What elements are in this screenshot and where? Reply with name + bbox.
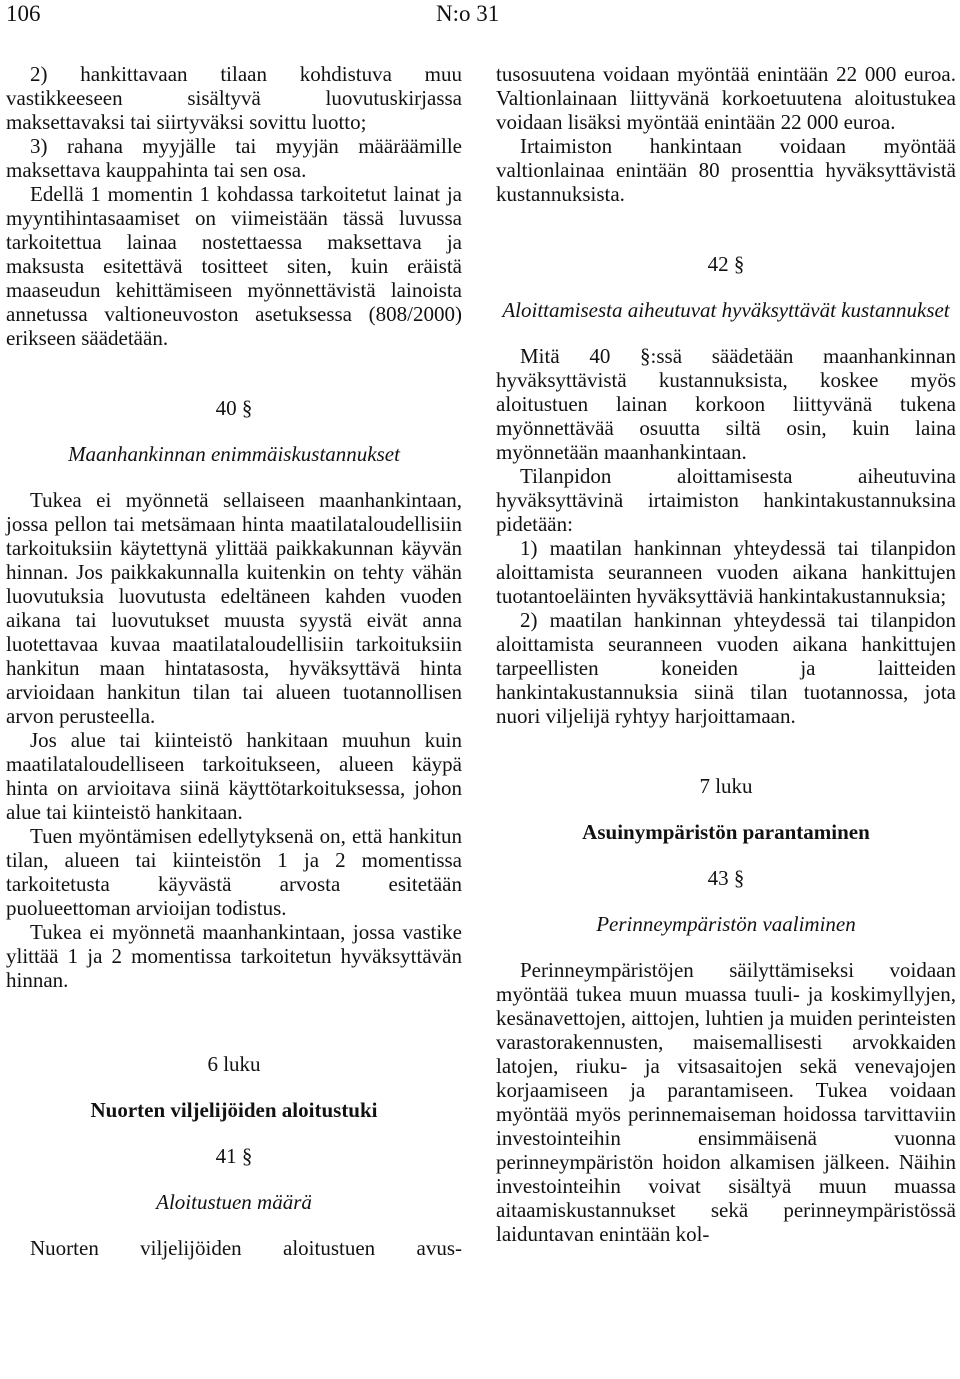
list-item: 2) maatilan hankinnan yhteydessä tai tilanpidon aloittamista seuranneen vuoden aikana hankittujen tarpeellisten koneiden ja laitteiden hankintakustannuksia siinä tilan tuotannossa, jota nuori viljelijä ryhtyy harjoittamaan. bbox=[496, 608, 956, 728]
paragraph: Mitä 40 §:ssä säädetään maanhankinnan hyväksyttävistä kustannuksista, koskee myös aloitustuen lainan korkoon liittyvänä tukena myönnettävää osuutta siltä osin, kuin laina myönnetään maanhankintaan. bbox=[496, 344, 956, 464]
list-item: 3) rahana myyjälle tai myyjän määräämille maksettava kauppahinta tai sen osa. bbox=[6, 134, 462, 182]
section-number: 40 § bbox=[215, 396, 253, 420]
issue-number: N:o 31 bbox=[436, 1, 500, 26]
chapter-title: Asuinympäristön parantaminen bbox=[582, 820, 870, 844]
chapter-number: 7 luku bbox=[699, 774, 753, 798]
paragraph: Tuen myöntämisen edellytyksenä on, että hankitun tilan, alueen tai kiinteistön 1 ja 2 momentissa tarkoitetusta käyvästä arvosta esitetään puolueettoman arvioijan todistus. bbox=[6, 824, 462, 920]
section-number: 42 § bbox=[707, 252, 745, 276]
paragraph: tusosuutena voidaan myöntää enintään 22 000 euroa. Valtionlainaan liittyvänä korkoetuutena aloitustukea voidaan lisäksi myöntää enintään 22 000 euroa. bbox=[496, 62, 956, 134]
paragraph: Nuorten viljelijöiden aloitustuen avus- bbox=[30, 1236, 462, 1260]
section-title: Aloitustuen määrä bbox=[156, 1190, 312, 1214]
section-title: Aloittamisesta aiheutuvat hyväksyttävät kustannukset bbox=[502, 298, 950, 322]
section-number: 41 § bbox=[215, 1144, 253, 1168]
paragraph: Irtaimiston hankintaan voidaan myöntää valtionlainaa enintään 80 prosenttia hyväksyttävistä kustannuksista. bbox=[496, 134, 956, 206]
section-number: 43 § bbox=[707, 866, 745, 890]
list-item: 2) hankittavaan tilaan kohdistuva muu vastikkeeseen sisältyvä luovutuskirjassa maksettavaksi tai siirtyväksi sovittu luotto; bbox=[6, 62, 462, 134]
paragraph: Tilanpidon aloittamisesta aiheutuvina hyväksyttävinä irtaimiston hankintakustannuksina pidetään: bbox=[496, 464, 956, 536]
paragraph: Jos alue tai kiinteistö hankitaan muuhun kuin maatilataloudelliseen tarkoitukseen, alueen käypä hinta on arvioitava siinä käyttötarkoituksessa, johon alue tai kiinteistö hankitaan. bbox=[6, 728, 462, 824]
left-column bbox=[6, 62, 462, 1260]
paragraph: Perinneympäristöjen säilyttämiseksi voidaan myöntää tukea muun muassa tuuli- ja koskimyllyjen, kesänavettojen, aittojen, luhtien ja muiden perinteisten varastorakennusten, maisemallisesti arvokkaiden latojen, riuku- ja vitsasaitojen sekä venevajojen korjaamiseen ja parantamiseen. Tukea voidaan myöntää myös perinnemaiseman hoidossa tarvittaviin investointeihin ensimmäisenä vuonna perinneympäristön hoidon alkamisen jälkeen. Näihin investointeihin voivat sisältyä muun muassa aitaamiskustannukset sekä perinneympäristössä laiduntavan enintään kol- bbox=[496, 958, 956, 1246]
right-column bbox=[496, 62, 956, 1246]
section-title: Perinneympäristön vaaliminen bbox=[596, 912, 856, 936]
section-title: Maanhankinnan enimmäiskustannukset bbox=[68, 442, 400, 466]
chapter-number: 6 luku bbox=[207, 1052, 261, 1076]
paragraph: Tukea ei myönnetä sellaiseen maanhankintaan, jossa pellon tai metsämaan hinta maatilataloudellisiin tarkoituksiin käytettynä ylittää paikkakunnan käyvän hinnan. Jos paikkakunnalla kuitenkin on tehty vähän luovutuksia luovutusta edeltäneen kahden vuoden aikana tai luovutukset muusta syystä eivät anna luotettavaa kuvaa maatilataloudellisiin tarkoituksiin hankitun maan hintatasosta, hyväksyttävä hinta arvioidaan hankitun tilan tai alueen tuotannollisen arvon perusteella. bbox=[6, 488, 462, 728]
list-item: 1) maatilan hankinnan yhteydessä tai tilanpidon aloittamista seuranneen vuoden aikana hankittujen tuotantoeläinten hyväksyttäviä hankintakustannuksia; bbox=[496, 536, 956, 608]
page-number: 106 bbox=[6, 1, 41, 26]
paragraph: Edellä 1 momentin 1 kohdassa tarkoitetut lainat ja myyntihintasaamiset on viimeistään tässä luvussa tarkoitettua lainaa nostettaessa maksettava ja maksusta esitettävä tositteet siten, kuin eräistä maaseudun kehittämiseen myönnettävistä lainoista annetussa valtioneuvoston asetuksessa (808/2000) erikseen säädetään. bbox=[6, 182, 462, 350]
chapter-title: Nuorten viljelijöiden aloitustuki bbox=[90, 1098, 378, 1122]
paragraph: Tukea ei myönnetä maanhankintaan, jossa vastike ylittää 1 ja 2 momentissa tarkoitetun hyväksyttävän hinnan. bbox=[6, 920, 462, 992]
